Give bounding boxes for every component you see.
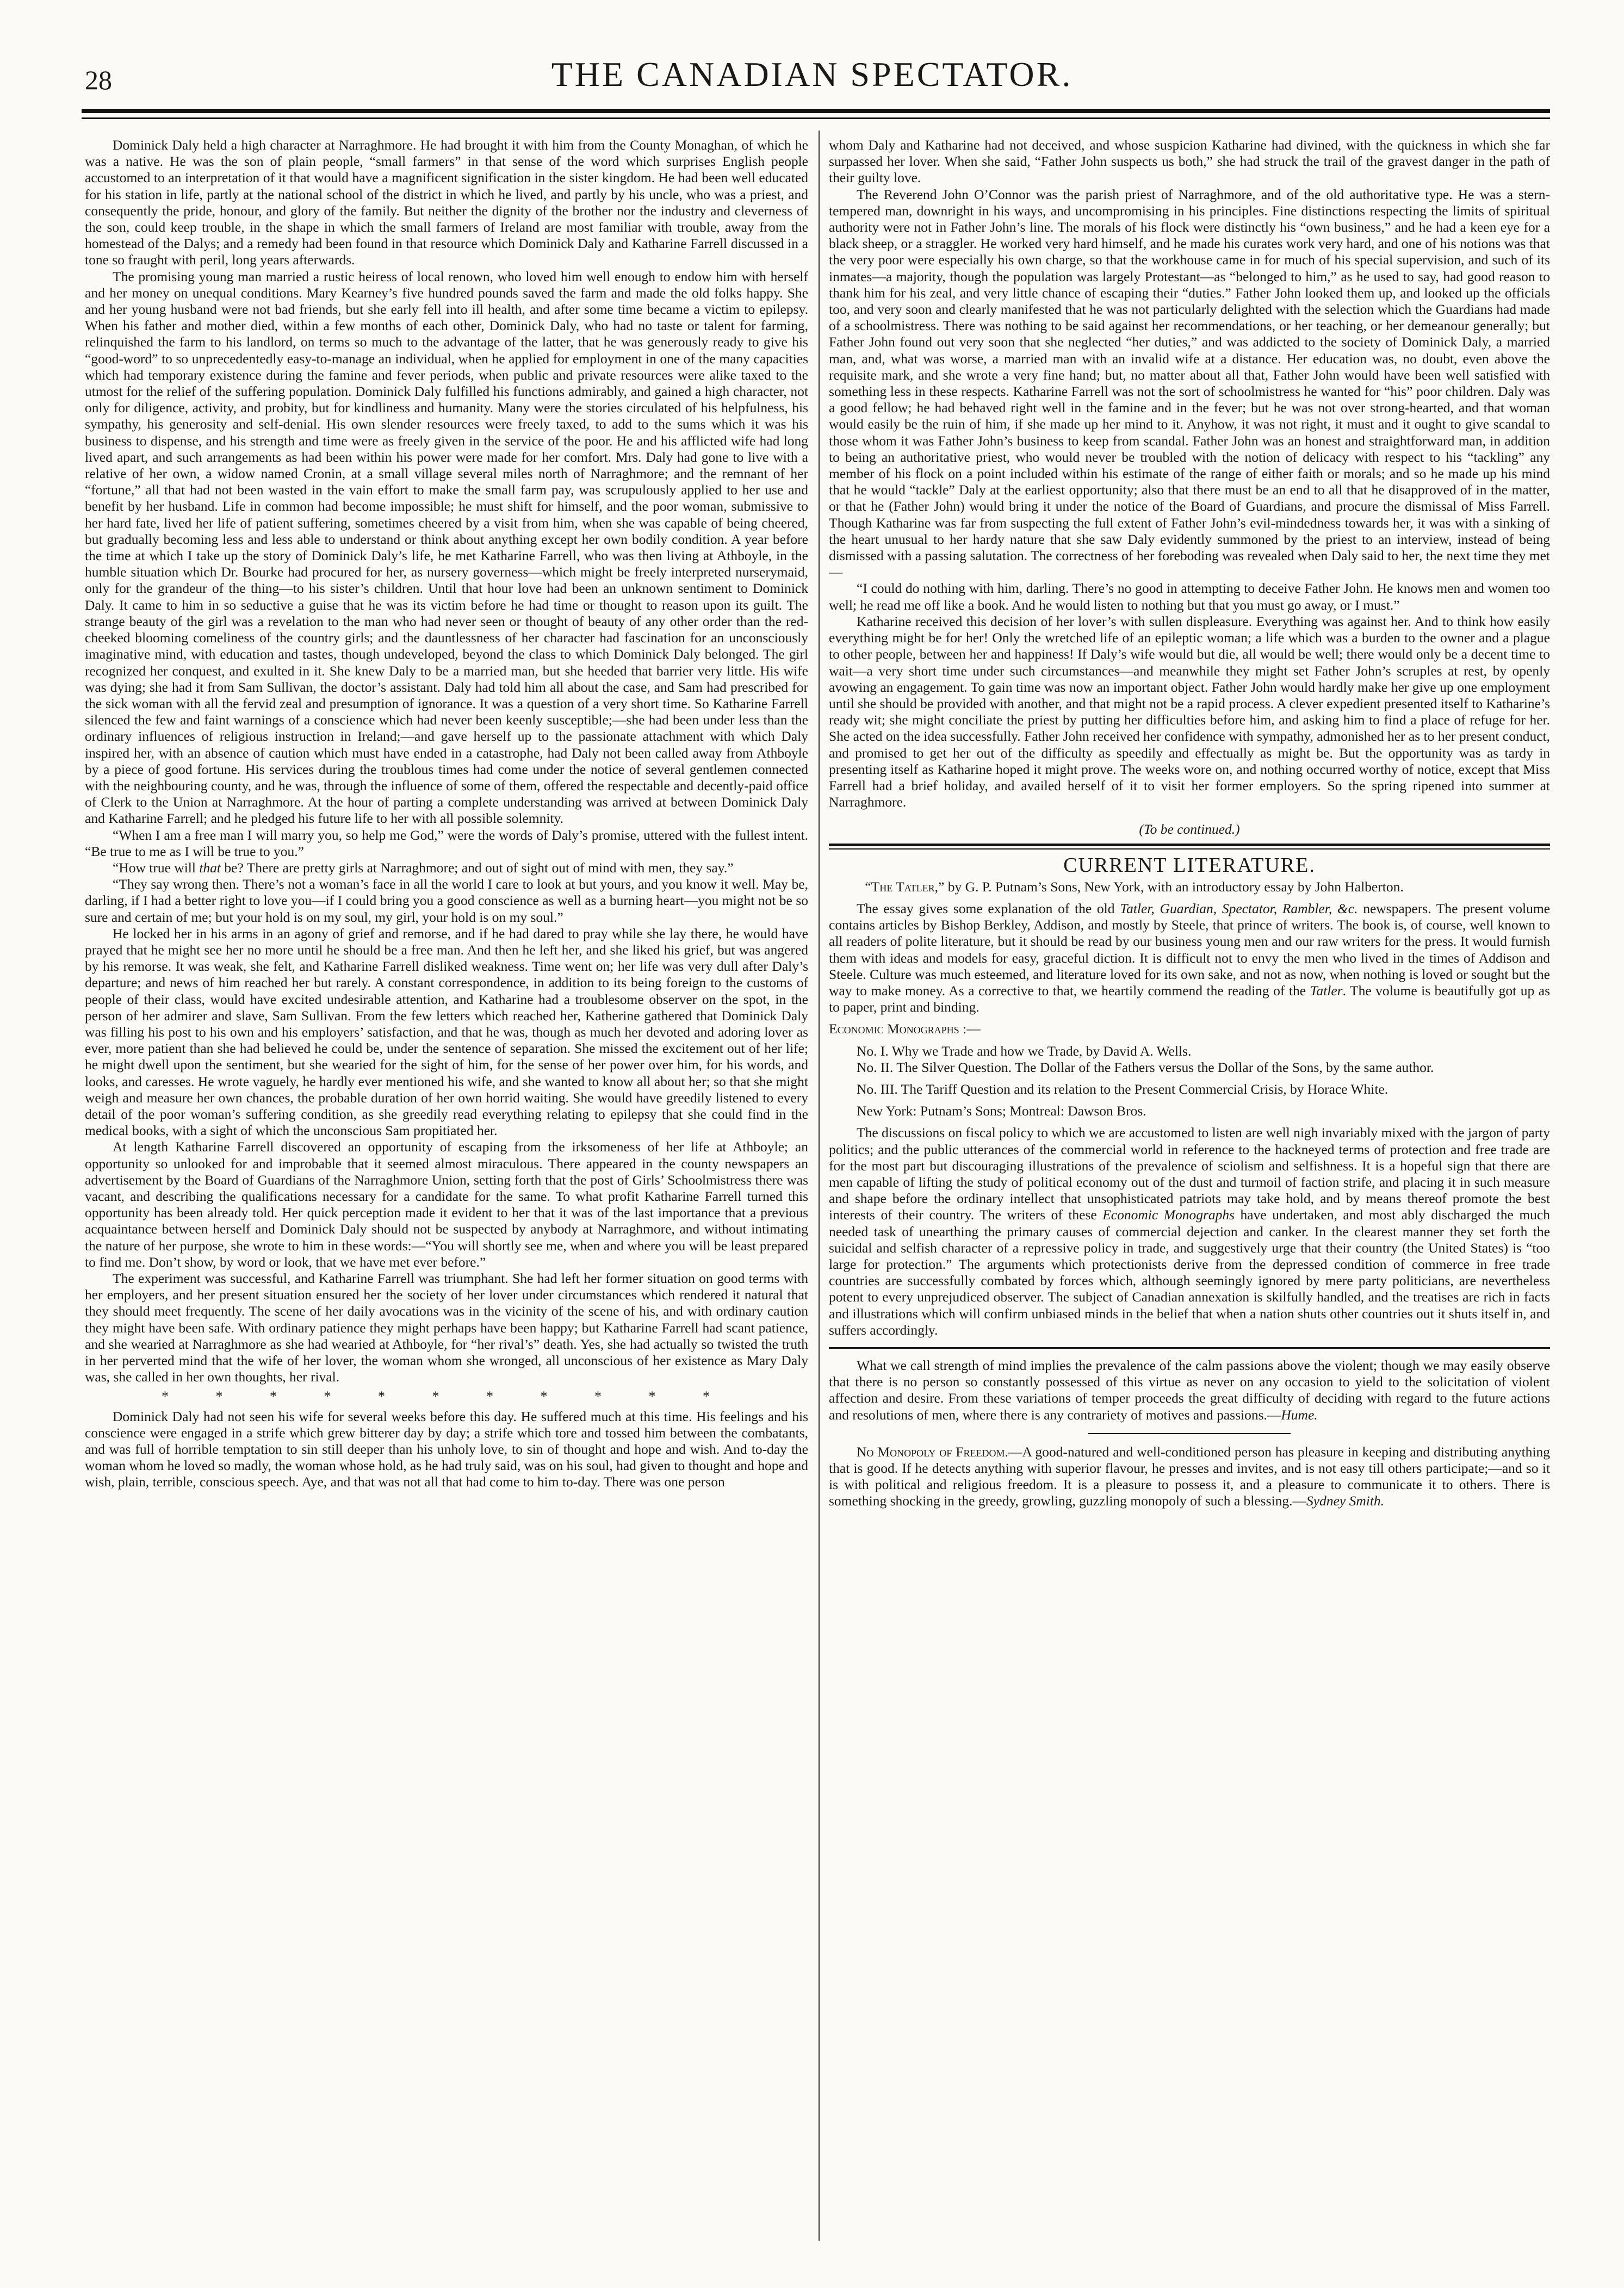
left-column — [85, 137, 808, 2236]
review-entry: “The Tatler,” by G. P. Putnam’s Sons, New York, with an introductory essay by John Halberton. — [865, 878, 1404, 895]
paragraph: Dominick Daly had not seen his wife for several weeks before this day. He suffered much at this time. His feelings and his conscience were engaged in a strife which grew bitterer day by day; a strife which tore and tossed him between the combatants, and was full of horrible temptation to sin still deeper than his unholy love, to sin of thought and hope and wish. And to-day the woman whom he loved so madly, the woman whose hold, as he had truly said, was on his soul, had given to thought and hope and wish, plain, terrible, conscious speech. Aye, and that was not all that had come to him to-day. There was one person — [85, 1408, 808, 1490]
right-column — [829, 137, 1550, 2247]
to-be-continued: (To be continued.) — [1139, 821, 1240, 838]
paragraph: The experiment was successful, and Katharine Farrell was triumphant. She had left her former situation on good terms with her employers, and her present situation ensured her the society of her lover under circumstances which rendered it natural that they should meet frequently. The scene of her daily avocations was in the vicinity of the scene of his, and with ordinary caution they might have been safe. With ordinary patience they might perhaps have been happy; but Katharine Farrell had scant patience, and she wearied at Narraghmore as she had wearied at Athboyle, for “her rival’s” death. Yes, she had actually so twisted the truth in her perverted mind that the wife of her lover, the woman whom she wronged, all unconscious of her existence as Mary Daly was, she called in her own thoughts, her rival. — [85, 1270, 808, 1385]
paragraph: The promising young man married a rustic heiress of local renown, who loved him well enough to endow him with herself and her money on unequal conditions. Mary Kearney’s five hundred pounds saved the farm and made the old folks happy. She and her young husband were not bad friends, but she early fell into ill health, and after some time became a victim to epilepsy. When his father and mother died, within a few months of each other, Dominick Daly, who had no taste or talent for farming, relinquished the farm to his landlord, on terms so much to the advantage of the latter, that he was generously ready to give his “good-word” to so unprecedentedly easy-to-manage an individual, when he applied for employment in one of the many capacities which had temporary existence during the famine and fever periods, when public and private resources were alike taxed to the utmost for the relief of the suffering population. Dominick Daly fulfilled his functions admirably, and gained a high character, not only for diligence, activity, and probity, but for kindliness and humanity. Many were the stories circulated of his helpfulness, his sympathy, his generosity and self-denial. His own slender resources were freely taxed, to add to the sums which it was his business to dispense, and his strength and time were as freely given in the service of the poor. He and his afflicted wife had long lived apart, and such arrangements as had been within his power were made for her comfort. Mrs. Daly had gone to live with a relative of her own, a widow named Cronin, at a small village several miles north of Narraghmore; and the remnant of her “fortune,” all that had not been wasted in the vain effort to make the small farm pay, was scrupulously applied to her use and benefit by her husband. Life in common had become impossible; he must shift for himself, and the poor woman, submissive to her hard fate, lived her life of patient suffering, sometimes cheered by a visit from him, when she was capable of being cheered, but gradually becoming less and less able to understand or think about anything except her own bodily condition. A year before the time at which I take up the story of Dominick Daly’s life, he met Katharine Farrell, who was then living at Athboyle, in the humble situation which Dr. Bourke had procured for her, as nursery governess—which might be freely interpreted nurserymaid, only for the grandeur of the thing—to his sister’s children. Until that hour love had been an unknown sentiment to Dominick Daly. It came to him in so seductive a guise that he was its victim before he had time or thought to reason upon its guilt. The strange beauty of the girl was a revelation to the man who had never seen or thought of beauty of any other order than the red-cheeked blooming comeliness of the country girls; and the dauntlessness of her character had fascination for an unconsciously imaginative mind, with education and tastes, though undeveloped, beyond the class to which Dominick Daly belonged. The girl recognized her conquest, and exulted in it. She knew Daly to be a married man, but she heeded that barrier very little. His wife was dying; she had it from Sam Sullivan, the doctor’s assistant. Daly had told him all about the case, and Sam had prescribed for the sick woman with all the fervid zeal and presumption of ignorance. It was a question of a very short time. So Katharine Farrell silenced the few and faint warnings of a conscience which had never been keenly susceptible;—she had been under less than the ordinary influences of religious instruction in Ireland;—and gave herself up to the passionate attachment with which Daly inspired her, with an absence of caution which must have ended in a catastrophe, had Daly not been called away from Athboyle by a piece of good fortune. His services during the troublous times had come under the notice of several gentlemen connected with the neighbouring county, and he was, through the influence of some of them, offered the respectable and decently-paid office of Clerk to the Union at Narraghmore. At the hour of parting a complete understanding was arrived at between Dominick Daly and Katharine Farrell; and he pledged his future life to her with all possible solemnity. — [85, 268, 808, 827]
section-heading: CURRENT LITERATURE. — [1063, 853, 1316, 877]
header-rule-thick — [82, 109, 1550, 113]
paragraph: “How true will that be? There are pretty girls at Narraghmore; and out of sight out of mind with men, they say.” — [113, 859, 734, 876]
page-number: 28 — [85, 65, 112, 95]
paragraph: At length Katharine Farrell discovered an opportunity of escaping from the irksomeness of her life at Athboyle; an opportunity so unlooked for and improbable that it seemed almost miraculous. There appeared in the county newspapers an advertisement by the Board of Guardians of the Narraghmore Union, setting forth that the post of Girls’ Schoolmistress there was vacant, and describing the qualifications necessary for a candidate for the same. To what profit Katharine Farrell turned this opportunity has been already told. Her quick perception made it evident to her that it was of the last importance that a previous acquaintance between herself and Dominick Daly should not be suspected by anybody at Narraghmore, and without intimating the nature of her purpose, she wrote to him in these words:—“You will shortly see me, when and where you will be least prepared to find me. Don’t show, by word or look, that we have met ever before.” — [85, 1139, 808, 1270]
paragraph: The discussions on fiscal policy to which we are accustomed to listen are well nigh invariably mixed with the jargon of party politics; and the public utterances of the commercial world in reference to the hackneyed terms of protection and free trade are for the most part but discouraging illustrations of the prevalence of sciolism and selfishness. It is a hopeful sign that there are men capable of lifting the study of political economy out of the dust and turmoil of faction strife, and placing it in such measure and shape before the ordinary intellect that unsophisticated patriots may take hold, and by means thereof promote the best interests of their country. The writers of these Economic Monographs have undertaken, and most ably discharged the much needed task of unearthing the primary causes of commercial dejection and canker. In the clearest manner they set forth the suicidal and selfish character of a repressive policy in trade, and suggestively urge that their country (the United States) is “too large for protection.” The arguments which protectionists derive from the depressed condition of commerce in free trade countries are successfully combated by forces which, although seemingly ignored by mere party politicians, are nevertheless potent to every unprejudiced observer. The subject of Canadian annexation is skilfully handled, and the treatises are rich in facts and illustrations which will confirm unbiased minds in the belief that when a nation shuts other countries out it shuts itself in, and suffers accordingly. — [829, 1125, 1550, 1338]
quotation: No Monopoly of Freedom.—A good-natured and well-conditioned person has pleasure in keeping and distributing anything that is good. If he detects anything with superior flavour, he presses and invites, and is not easy till others participate;—and so it is with political and religious freedom. It is a pleasure to possess it, and a pleasure to communicate it to others. There is something shocking in the greedy, growling, guzzling monopoly of such a blessing.—Sydney Smith. — [829, 1443, 1550, 1509]
paragraph: Katharine received this decision of her lover’s with sullen displeasure. Everything was against her. And to think how easily everything might be for her! Only the wretched life of an epileptic woman; a life which was a burden to the owner and a plague to other people, between her and happiness! If Daly’s wife would but die, all would be well; there would only be a decent time to wait—a very short time under such circumstances—and meanwhile they might set Father John’s scruples at rest, by openly avowing an engagement. To gain time was now an important object. Father John would hardly make her give up one employment until she should be provided with another, and that might not be a rapid process. A clever expedient presented itself to Katharine’s ready wit; she might conciliate the priest by putting her difficulties before him, and asking him to find a place of refuge for her. She acted on the idea successfully. Father John received her confidence with sympathy, admonished her as to her present conduct, and promised to get her out of the difficulty as speedily and effectually as might be. But the opportunity was as tardy in presenting itself as Katharine hoped it might prove. The weeks wore on, and nothing occurred worthy of notice, except that Miss Farrell had a brief holiday, and availed herself of it to visit her former employers. So the spring ripened into summer at Narraghmore. — [829, 613, 1550, 810]
column-divider — [819, 131, 820, 2241]
paragraph: He locked her in his arms in an agony of grief and remorse, and if he had dared to pray while she lay there, he would have prayed that he might see her no more until he should be a free man. And then he left her, and she liked his grief, but was angered by his remorse. It was weak, she felt, and Katharine Farrell disliked weakness. Time went on; her life was very dull after Daly’s departure; and news of him reached her but rarely. A constant correspondence, in addition to its being foreign to the customs of people of their class, would have excited undesirable attention, and Katharine had a troublesome observer on the spot, in the person of her admirer and slave, Sam Sullivan. From the few letters which reached her, Katherine gathered that Dominick Daly was filling his post to his own and his employers’ satisfaction, and that he was, though as much her devoted and adoring lover as ever, more patient than she had believed he could be, under the sentence of separation. She missed the excitement out of her life; he might dwell upon the sentiment, but she wearied for the sight of him, for the sense of her power over him, for his words, and looks, and caresses. He wrote vaguely, he hardly ever mentioned his wife, and she wanted to know all about her; so that she might weigh and measure her own chances, the probable duration of her own horrid waiting. She would have greedily listened to every detail of the poor woman’s suffering condition, as she greedily read everything relating to epilepsy that she could find in the medical books, with a sight of which the unconscious Sam propitiated her. — [85, 925, 808, 1139]
monograph-item: No. III. The Tariff Question and its relation to the Present Commercial Crisis, by Horace White. — [857, 1081, 1389, 1097]
paragraph: “They say wrong then. There’s not a woman’s face in all the world I care to look at but yours, and you know it well. May be, darling, if I had a better right to love you—if I could bring you a good conscience as well as a burning heart—you might not be so sure and certain of me; but your hold is on my soul, my girl, your hold is on my soul.” — [85, 876, 808, 925]
paragraph: The essay gives some explanation of the old Tatler, Guardian, Spectator, Rambler, &c. newspapers. The present volume contains articles by Bishop Berkley, Addison, and mostly by Steele, that prince of writers. The book is, of course, well known to all readers of polite literature, but it should be read by our business young men and our raw writers for the press. It would furnish them with ideas and models for easy, graceful diction. It is difficult not to envy the men who lived in the times of Addison and Steele. Culture was much esteemed, and literature loved for its own sake, and not as now, when nothing is loved or sought but the way to make money. As a corrective to that, we heartily commend the reading of the Tatler. The volume is beautifully got up as to paper, print and binding. — [829, 900, 1550, 1015]
paragraph: Dominick Daly held a high character at Narraghmore. He had brought it with him from the County Monaghan, of which he was a native. He was the son of plain people, “small farmers” in that sense of the word which surprises English people accustomed to an interpretation of it that would have a magnificent signification in the sister kingdom. He had been well educated for his station in life, partly at the national school of the district in which he lived, and partly by his uncle, who was a priest, and consequently the pride, honour, and glory of the family. But neither the dignity of the brother nor the industry and cleverness of the son, could keep trouble, in the shape in which the small farmers of Ireland are most familiar with trouble, away from the homestead of the Dalys; and a remedy had been found in that resource which Dominick Daly and Katharine Farrell discussed in a tone so fraught with peril, long years afterwards. — [85, 137, 808, 268]
short-rule — [1088, 1433, 1290, 1434]
paragraph: whom Daly and Katharine had not deceived, and whose suspicion Katharine had divined, with the quickness in which she far surpassed her lover. When she said, “Father John suspects us both,” she had struck the trail of the gravest danger in the path of their guilty love. — [829, 137, 1550, 186]
paragraph: “I could do nothing with him, darling. There’s no good in attempting to deceive Father John. He knows men and women too well; he read me off like a book. And he would listen to nothing but that you must go away, or I must.” — [829, 580, 1550, 613]
publisher-line: New York: Putnam’s Sons; Montreal: Dawson Bros. — [857, 1103, 1146, 1119]
section-break-stars: * * * * * * * * * * * — [162, 1388, 732, 1405]
review-heading: Economic Monographs :— — [829, 1021, 981, 1037]
monograph-item: No. II. The Silver Question. The Dollar of the Fathers versus the Dollar of the Sons, by the same author. — [857, 1059, 1434, 1075]
journal-title: THE CANADIAN SPECTATOR. — [551, 55, 1073, 94]
paragraph: “When I am a free man I will marry you, so help me God,” were the words of Daly’s promise, uttered with the fullest intent. “Be true to me as I will be true to you.” — [85, 827, 808, 859]
quotation: What we call strength of mind implies the prevalence of the calm passions above the violent; though we may easily observe that there is no person so constantly possessed of this virtue as never on any occasion to yield to the solicitation of violent affection and desire. From these variations of temper proceeds the great difficulty of deciding with regard to the future actions and resolutions of men, where there is any contrariety of motives and passions.—Hume. — [829, 1357, 1550, 1423]
paragraph: The Reverend John O’Connor was the parish priest of Narraghmore, and of the old authoritative type. He was a stern-tempered man, downright in his ways, and uncompromising in his principles. Fine distinctions respecting the limits of spiritual authority were not in Father John’s line. The morals of his flock were distinctly his “own business,” and he had a keen eye for a black sheep, or a straggler. He worked very hard himself, and he made his curates work very hard, and one of his notions was that the very poor were especially his own charge, so that the workhouse came in for much of his special supervision, and such of its inmates—a majority, though the population was largely Protestant—as “belonged to him,” as he used to say, had good reason to thank him for his zeal, and very little chance of escaping their “duties.” Father John looked them up, and looked up the officials too, and very soon and clearly manifested that he was not particularly delighted with the selection which the Guardians had made of a schoolmistress. There was nothing to be said against her recommendations, or her teaching, or her demeanour generally; but Father John found out very soon that she neglected “her duties,” and was addicted to the society of Dominick Daly, a married man, and, what was worse, a married man with an invalid wife at a distance. Her education was, no doubt, even above the requisite mark, and she wrote a very fine hand; but, no matter about all that, Father John would have been well satisfied with something less in these respects. Katharine Farrell was not the sort of schoolmistress he wanted for “his” poor children. Daly was a good fellow; he had behaved right well in the famine and in the fever; but he was not over strong-hearted, and that woman would easily be the ruin of him, if she made up her mind to it. Anyhow, it was not right, it must and it ought to give scandal to those whom it was Father John’s business to keep from scandal. Father John was an honest and straightforward man, in addition to being an authoritative priest, who would never be troubled with the notion of delicacy with respect to his “tackling” any member of his flock on a point included within his estimate of the range of either faith or morals; and so he made up his mind that he would “tackle” Daly at the earliest opportunity; also that there must be an end to all that he disapproved of in the matter, or that he (Father John) would bring it under the notice of the Board of Guardians, and procure the dismissal of Miss Farrell. Though Katharine was far from suspecting the full extent of Father John’s evil-mindedness towards her, it was with a sinking of the heart unusual to her hardy nature that she saw Daly evidently summoned by the priest to an interview, instead of being dismissed with a passing salutation. The correctness of her foreboding was revealed when Daly said to her, the next time they met— — [829, 186, 1550, 580]
section-rule — [829, 1347, 1550, 1349]
monograph-item: No. I. Why we Trade and how we Trade, by David A. Wells. — [857, 1043, 1192, 1059]
section-rule-thick — [829, 844, 1550, 846]
header-rule-thin — [82, 117, 1550, 119]
section-rule-thin — [829, 848, 1550, 850]
